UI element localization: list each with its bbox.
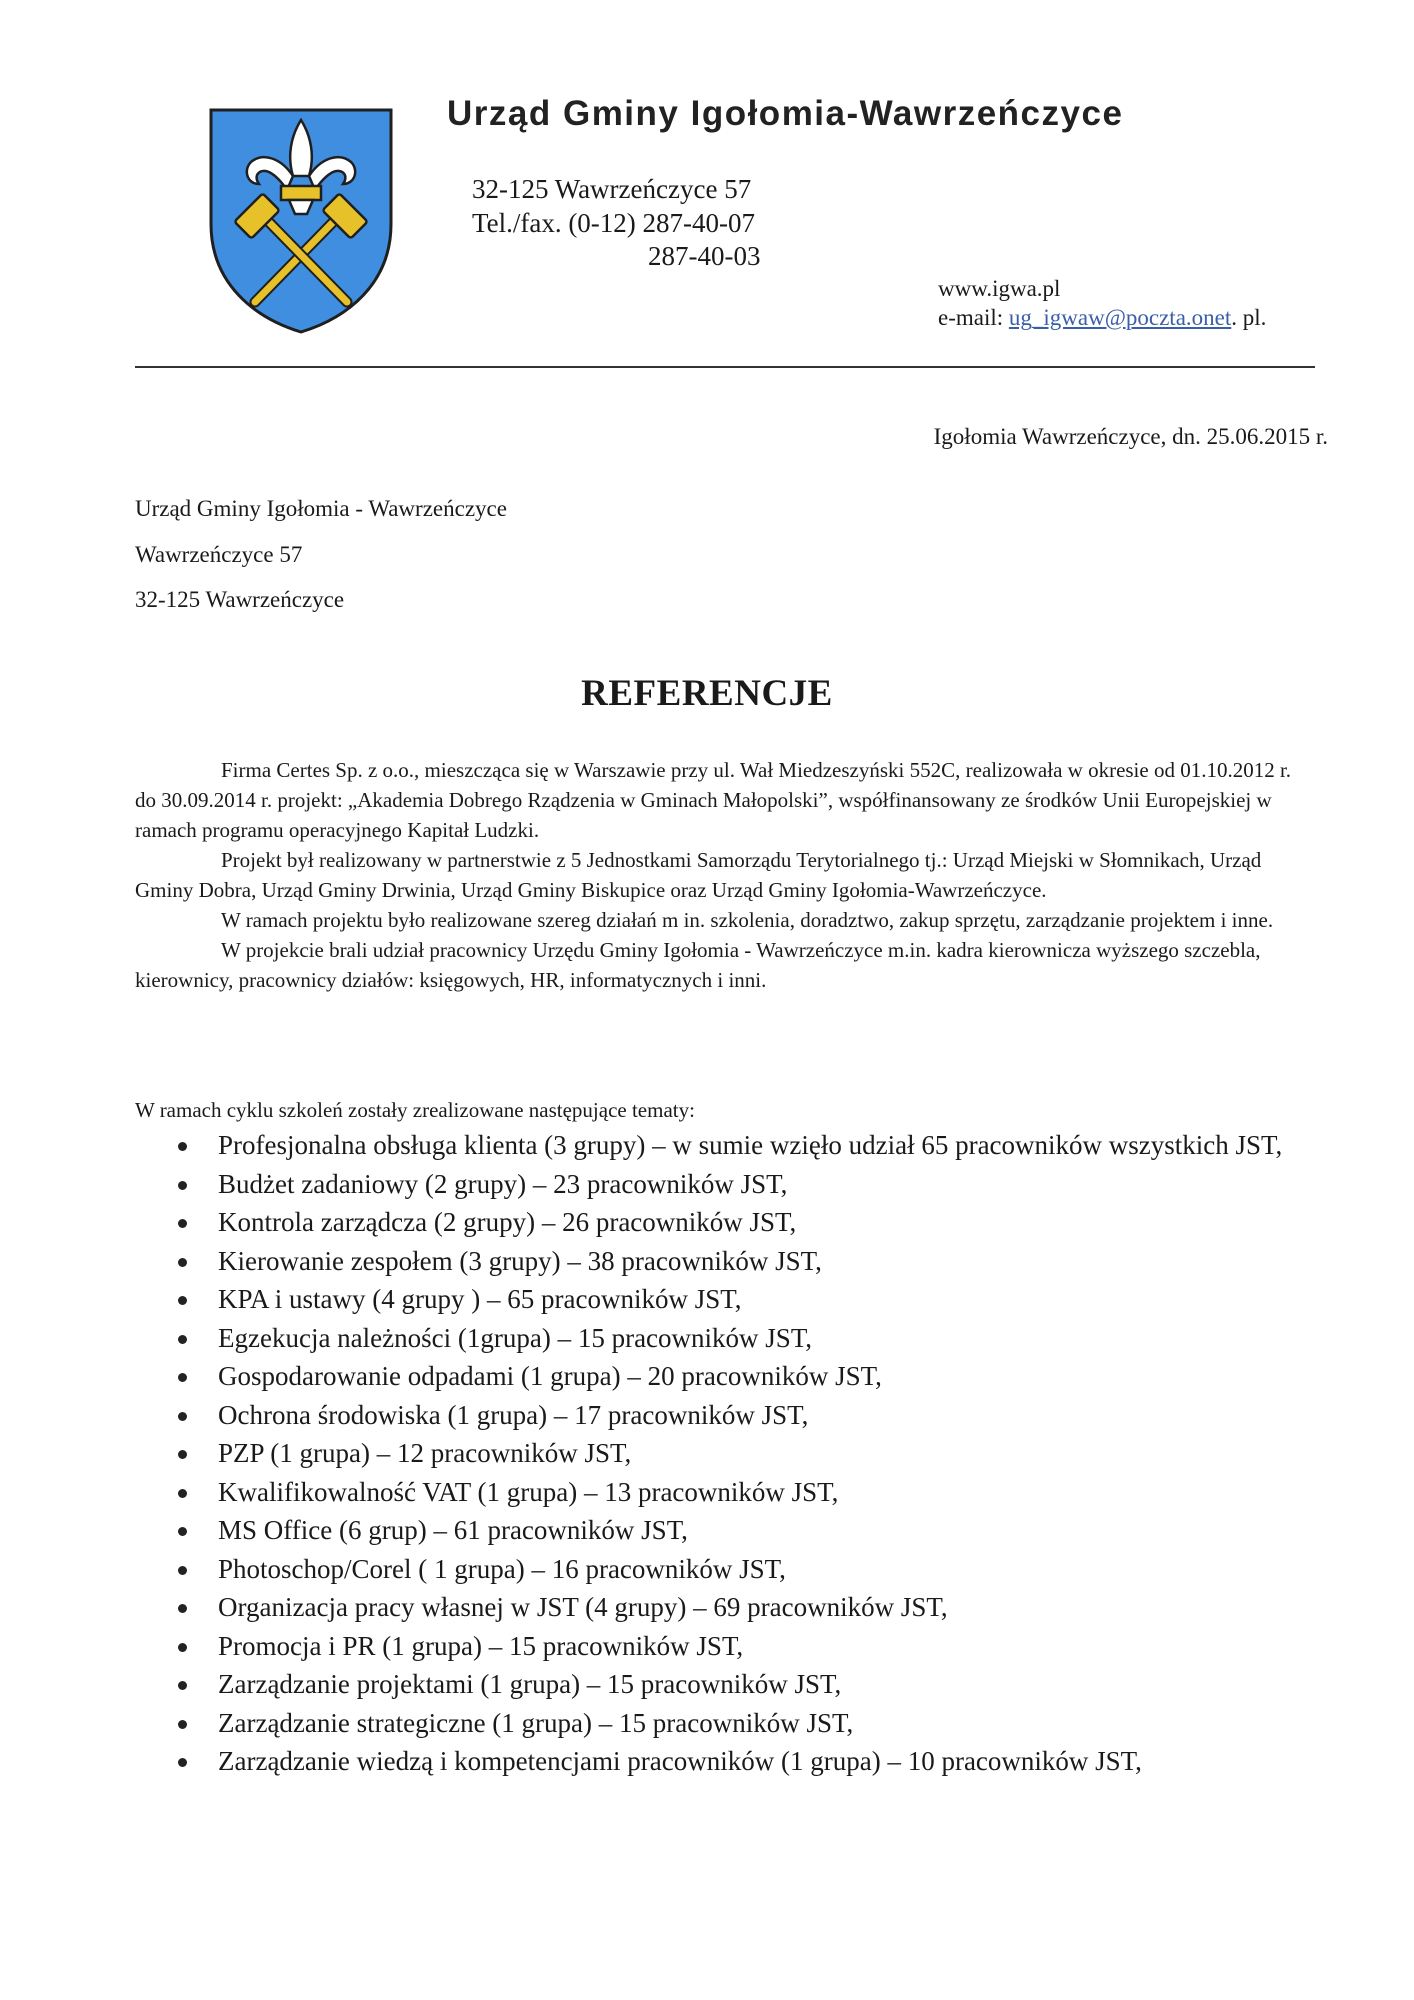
list-item: [172, 1473, 1312, 1512]
bullet-icon: [178, 1758, 187, 1767]
list-item: [172, 1396, 1312, 1435]
bullet-icon: [178, 1373, 187, 1382]
bullet-icon: [178, 1219, 187, 1228]
bullet-icon: [178, 1450, 187, 1459]
recipient-line-1: Urząd Gminy Igołomia - Wawrzeńczyce: [135, 496, 507, 521]
bullet-icon: [178, 1296, 187, 1305]
recipient-line-2: Wawrzeńczyce 57: [135, 542, 303, 567]
list-item: [172, 1742, 1312, 1781]
document-title: REFERENCJE: [581, 673, 833, 714]
coat-of-arms-icon: [207, 106, 395, 336]
bullet-icon: [178, 1720, 187, 1729]
bullet-icon: [178, 1566, 187, 1575]
bullet-icon: [178, 1142, 187, 1151]
list-item: [172, 1126, 1312, 1165]
bullet-icon: [178, 1681, 187, 1690]
list-item: [172, 1319, 1312, 1358]
topic-text: Kontrola zarządcza (2 grupy) – 26 pracowników JST,: [218, 1207, 797, 1237]
list-item: [172, 1280, 1312, 1319]
paragraph: W ramach projektu było realizowane szereg działań m in. szkolenia, doradztwo, zakup sprzętu, zarządzanie projektem i inne.: [221, 908, 1274, 932]
list-item: [172, 1357, 1312, 1396]
topic-text: Photoschop/Corel ( 1 grupa) – 16 pracowników JST,: [218, 1553, 786, 1584]
email-line: [938, 306, 1266, 329]
training-intro: W ramach cyklu szkoleń zostały zrealizowane następujące tematy:: [135, 1098, 695, 1122]
topic-text: Ochrona środowiska (1 grupa) – 17 pracowników JST,: [218, 1399, 809, 1430]
topic-text: Budżet zadaniowy (2 grupy) – 23 pracowników JST,: [218, 1168, 788, 1199]
bullet-icon: [178, 1489, 187, 1498]
phone-secondary: 287-40-03: [648, 241, 761, 271]
recipient-line-3: 32-125 Wawrzeńczyce: [135, 587, 345, 612]
list-item: [172, 1511, 1312, 1550]
topic-text: Organizacja pracy własnej w JST (4 grupy) – 69 pracowników JST,: [218, 1592, 948, 1622]
list-item: [172, 1627, 1312, 1666]
email-suffix: . pl.: [1231, 305, 1267, 330]
letter-body: [135, 755, 1310, 995]
topic-text: KPA i ustawy (4 grupy ) – 65 pracowników JST,: [218, 1284, 742, 1314]
list-item: [172, 1165, 1312, 1204]
topic-text: Gospodarowanie odpadami (1 grupa) – 20 pracowników JST,: [218, 1361, 882, 1391]
bullet-icon: [178, 1527, 187, 1536]
topic-text: Promocja i PR (1 grupa) – 15 pracowników JST,: [218, 1630, 744, 1661]
paragraph: Projekt był realizowany w partnerstwie z 5 Jednostkami Samorządu Terytorialnego tj.: Urząd Miejski w Słomnikach, Urząd Gminy Dobra, Urząd Gminy Drwinia, Urząd Gminy Biskupice oraz Urząd Gminy Igołomia-Wawrzeńczyce.: [135, 848, 1262, 902]
bullet-icon: [178, 1258, 187, 1267]
bullet-icon: [178, 1604, 187, 1613]
topic-text: Kwalifikowalność VAT (1 grupa) – 13 pracowników JST,: [218, 1476, 839, 1507]
email-link[interactable]: ug_igwaw@poczta.onet: [1008, 305, 1232, 330]
topic-text: Zarządzanie strategiczne (1 grupa) – 15 pracowników JST,: [218, 1707, 854, 1738]
bullet-icon: [178, 1412, 187, 1421]
bullet-icon: [178, 1181, 187, 1190]
bullet-icon: [178, 1643, 187, 1652]
training-topics-list: [172, 1126, 1312, 1781]
topic-text: Profesjonalna obsługa klienta (3 grupy) – w sumie wzięło udział 65 pracowników wszystkich JST,: [218, 1130, 1283, 1160]
topic-text: Zarządzanie wiedzą i kompetencjami pracowników (1 grupa) – 10 pracowników JST,: [218, 1746, 1142, 1776]
phone-fax: Tel./fax. (0-12) 287-40-07: [472, 208, 756, 238]
topic-text: Egzekucja należności (1grupa) – 15 pracowników JST,: [218, 1322, 813, 1353]
list-item: [172, 1588, 1312, 1627]
postal-address: 32-125 Wawrzeńczyce 57: [472, 174, 752, 204]
email-label: e-mail:: [938, 305, 1009, 330]
header-divider: [135, 366, 1315, 368]
list-item: [172, 1203, 1312, 1242]
organization-name: Urząd Gminy Igołomia-Wawrzeńczyce: [447, 94, 1124, 133]
paragraph: Firma Certes Sp. z o.o., mieszcząca się w Warszawie przy ul. Wał Miedzeszyński 552C, realizowała w okresie od 01.10.2012 r. do 30.09.2014 r. projekt: „Akademia Dobrego Rządzenia w Gminach Małopolski”, współfinansowany ze środków Unii Europejskiej w ramach programu operacyjnego Kapitał Ludzki.: [135, 758, 1292, 842]
list-item: [172, 1665, 1312, 1704]
paragraph: W projekcie brali udział pracownicy Urzędu Gminy Igołomia - Wawrzeńczyce m.in. kadra kierownicza wyższego szczebla, kierownicy, pracownicy działów: księgowych, HR, informatycznych i inni.: [135, 938, 1261, 992]
topic-text: MS Office (6 grup) – 61 pracowników JST,: [218, 1515, 688, 1545]
list-item: [172, 1550, 1312, 1589]
website: www.igwa.pl: [938, 276, 1061, 301]
list-item: [172, 1242, 1312, 1281]
letter-date: Igołomia Wawrzeńczyce, dn. 25.06.2015 r.: [933, 424, 1328, 449]
topic-text: Zarządzanie projektami (1 grupa) – 15 pracowników JST,: [218, 1669, 842, 1699]
topic-text: Kierowanie zespołem (3 grupy) – 38 pracowników JST,: [218, 1245, 822, 1276]
bullet-icon: [178, 1335, 187, 1344]
topic-text: PZP (1 grupa) – 12 pracowników JST,: [218, 1438, 632, 1468]
list-item: [172, 1704, 1312, 1743]
list-item: [172, 1434, 1312, 1473]
